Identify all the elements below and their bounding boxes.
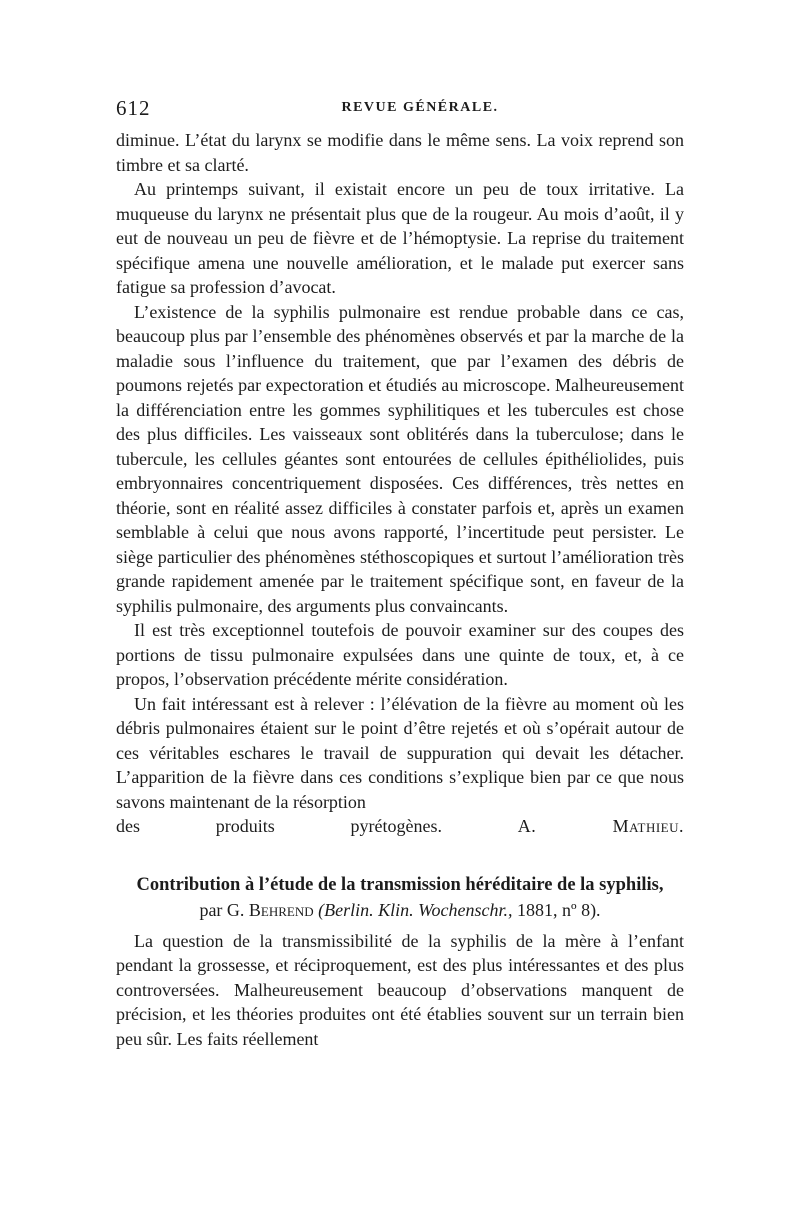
body-paragraph: Au printemps suivant, il existait encore un peu de toux irritative. La muqueuse du larynx ne présentait plus que de la rougeur. Au mois d’août, il y eut de nouveau un peu de fièvre et de l’hémoptysie. La reprise du traitement spécifique amena une nouvelle amélioration, et le malade put exercer sans fatigue sa profession d’avocat. [116,179,684,297]
body-paragraph: Un fait intéressant est à relever : l’élévation de la fièvre au moment où les débris pulmonaires étaient sur le point d’être rejetés et où s’opérait autour de ces véritables eschares le travail de suppuration qui devait les détacher. L’apparition de la fièvre dans ces conditions s’explique bien par ce que nous savons maintenant de la résorption [116,693,684,812]
page-header [116,96,684,122]
byline-journal: (Berlin. Klin. Wochenschr., [318,899,513,920]
author-signature: A. Mathieu. [517,816,685,836]
byline-prefix: par G. [199,899,245,920]
body-paragraph: diminue. L’état du larynx se modifie dans le même sens. La voix reprend son timbre et sa clarté. [116,130,684,175]
closing-text: des produits pyrétogènes. [116,816,443,836]
byline-author: Behrend [248,899,314,920]
page-number: 612 [116,96,151,120]
body-paragraph: L’existence de la syphilis pulmonaire est rendue probable dans ce cas, beaucoup plus par l’ensemble des phénomènes observés et par la marche de la maladie sous l’influence du traitement, que par l’examen des débris de poumons rejetés par expectoration et étudiés au microscope. Malheureusement la différenciation entre les gommes syphilitiques et les tubercules est chose des plus difficiles. Les vaisseaux sont oblitérés dans la tuberculose; dans le tubercule, les cellules géantes sont entourées de cellules épithéliolides, puis embryonnaires concentriquement disposées. Ces différences, très nettes en théorie, sont en réalité assez difficiles à constater parfois et, après un examen semblable à celui que nous avons rapporté, l’incertitude peut persister. Le siège particulier des phénomènes stéthoscopiques et surtout l’amélioration très grande rapidement amenée par le traitement spécifique sont, en faveur de la syphilis pulmonaire, des arguments plus convaincants. [116,301,684,616]
body-paragraph: La question de la transmissibilité de la syphilis de la mère à l’enfant pendant la grossesse, et réciproquement, est des plus intéressantes et des plus controversées. Malheureusement beaucoup d’observations manquent de précision, et les théories produites ont été établies souvent sur un terrain bien peu sûr. Les faits réellement [116,930,684,1049]
closing-line [116,814,684,839]
book-page [116,96,684,1051]
section-title: Contribution à l’étude de la transmission héréditaire de la syphilis, [136,874,664,895]
running-head: REVUE GÉNÉRALE. [341,100,499,115]
section-byline [116,897,684,923]
body-paragraph: Il est très exceptionnel toutefois de pouvoir examiner sur des coupes des portions de tissu pulmonaire expulsées dans une quinte de toux, et, à ce propos, l’observation précédente mérite considération. [116,620,684,689]
byline-citation: 1881, nº 8). [516,899,601,920]
